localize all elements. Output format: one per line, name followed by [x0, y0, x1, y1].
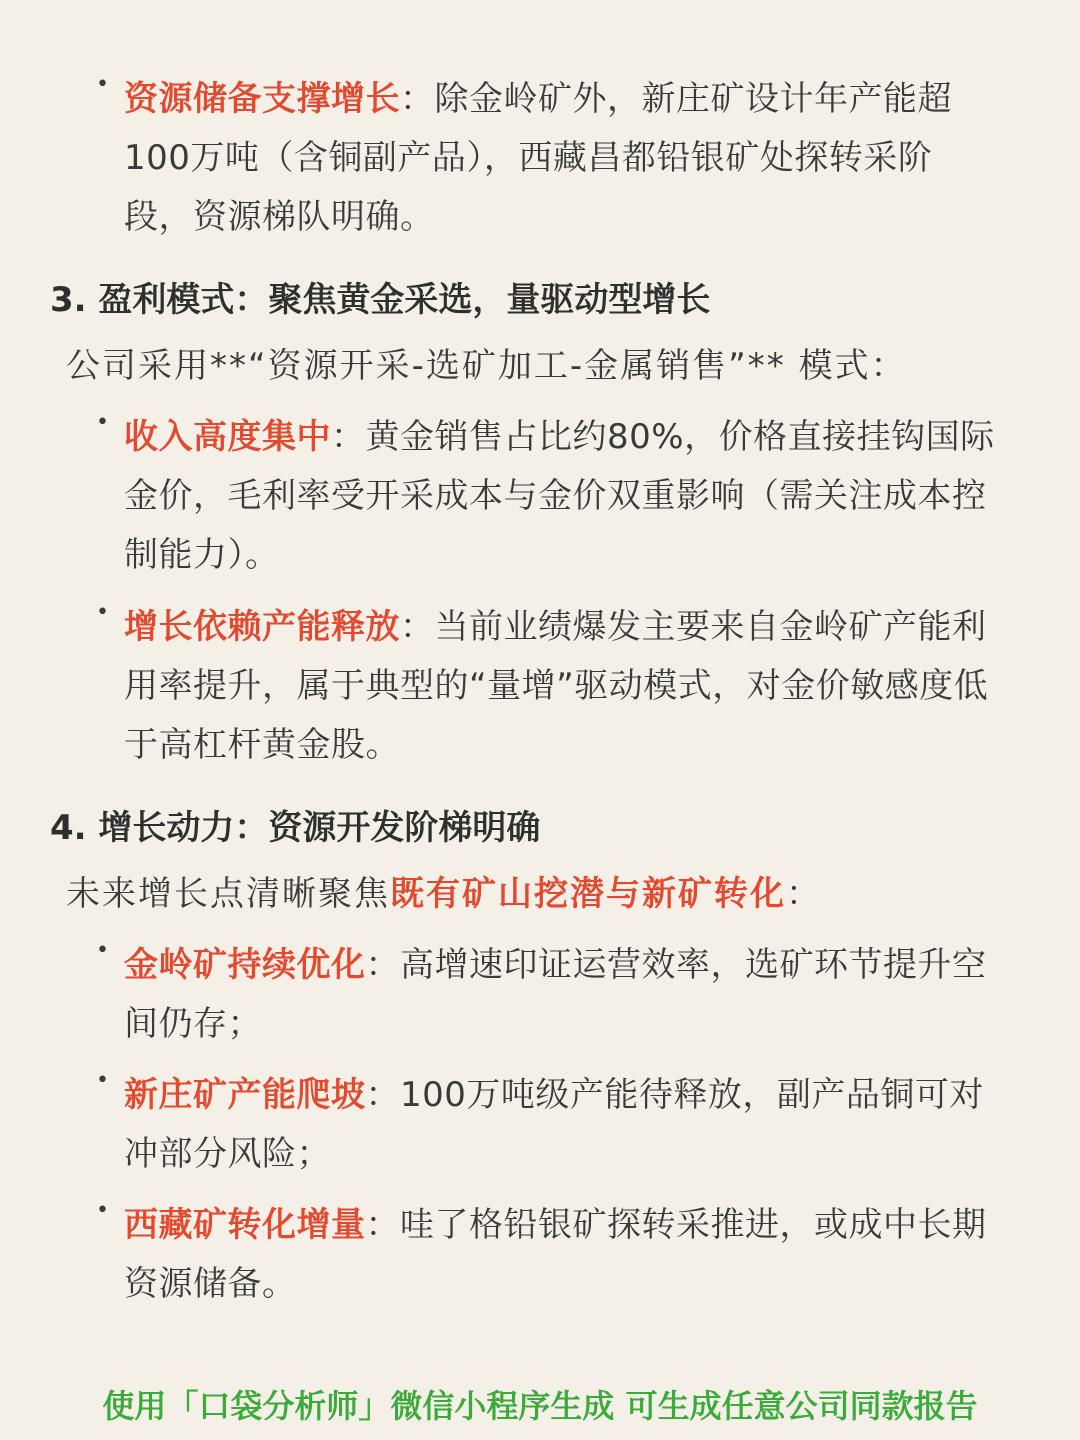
bullet-marker: •: [96, 410, 109, 435]
section-heading-growth-drivers: 4. 增长动力：资源开发阶梯明确: [50, 808, 541, 848]
bullet-resource-reserve: [96, 70, 996, 247]
bullet-text: 当前业绩爆发主要来自金岭矿产能利用率提升，属于典型的“量增”驱动模式，对金价敏感度低于高杠杆黄金股。: [124, 607, 989, 765]
bullet-label: 新庄矿产能爬坡: [124, 1075, 366, 1115]
bullet-revenue-concentration: [96, 408, 996, 585]
bullet-text: 黄金销售占比约80%，价格直接挂钩国际金价，毛利率受开采成本与金价双重影响（需关注成本控制能力）。: [124, 417, 995, 575]
bullet-separator: ：: [400, 79, 435, 119]
intro-prefix: 未来增长点清晰聚焦: [66, 874, 390, 914]
bullet-marker: •: [96, 1068, 109, 1093]
bullet-text: 100万吨级产能待释放，副产品铜可对冲部分风险；: [124, 1075, 984, 1174]
bullet-separator: ：: [365, 1075, 400, 1115]
bullet-label: 收入高度集中: [124, 417, 331, 457]
footer-promo-text: 使用「口袋分析师」微信小程序生成 可生成任意公司同款报告: [102, 1387, 978, 1425]
bullet-label: 资源储备支撑增长: [124, 79, 400, 119]
bullet-text: 高增速印证运营效率，选矿环节提升空间仍存；: [124, 945, 987, 1044]
section-heading-profit-model: 3. 盈利模式：聚焦黄金采选，量驱动型增长: [50, 280, 711, 320]
bullet-capacity-release: [96, 598, 996, 775]
bullet-separator: ：: [365, 945, 400, 985]
bullet-tibet-mine: [96, 1196, 996, 1314]
bullet-label: 金岭矿持续优化: [124, 945, 366, 985]
bullet-separator: ：: [331, 417, 366, 457]
section-intro-profit-model: 公司采用**“资源开采-选矿加工-金属销售”** 模式：: [66, 346, 907, 386]
bullet-text: 哇了格铅银矿探转采推进，或成中长期资源储备。: [124, 1205, 987, 1304]
bullet-separator: ：: [365, 1205, 400, 1245]
bullet-marker: •: [96, 938, 109, 963]
section-intro-growth-drivers: [66, 872, 822, 916]
bullet-marker: •: [96, 600, 109, 625]
bullet-separator: ：: [400, 607, 435, 647]
bullet-xinzhuang-mine: [96, 1066, 996, 1184]
bullet-label: 西藏矿转化增量: [124, 1205, 366, 1245]
bullet-marker: •: [96, 72, 109, 97]
bullet-label: 增长依赖产能释放: [124, 607, 400, 647]
intro-suffix: ：: [786, 874, 822, 914]
bullet-text: 除金岭矿外，新庄矿设计年产能超100万吨（含铜副产品），西藏昌都铅银矿处探转采阶段，资源梯队明确。: [124, 79, 952, 237]
bullet-marker: •: [96, 1198, 109, 1223]
intro-highlight: 既有矿山挖潜与新矿转化: [390, 874, 786, 914]
bullet-jinling-mine: [96, 936, 996, 1054]
